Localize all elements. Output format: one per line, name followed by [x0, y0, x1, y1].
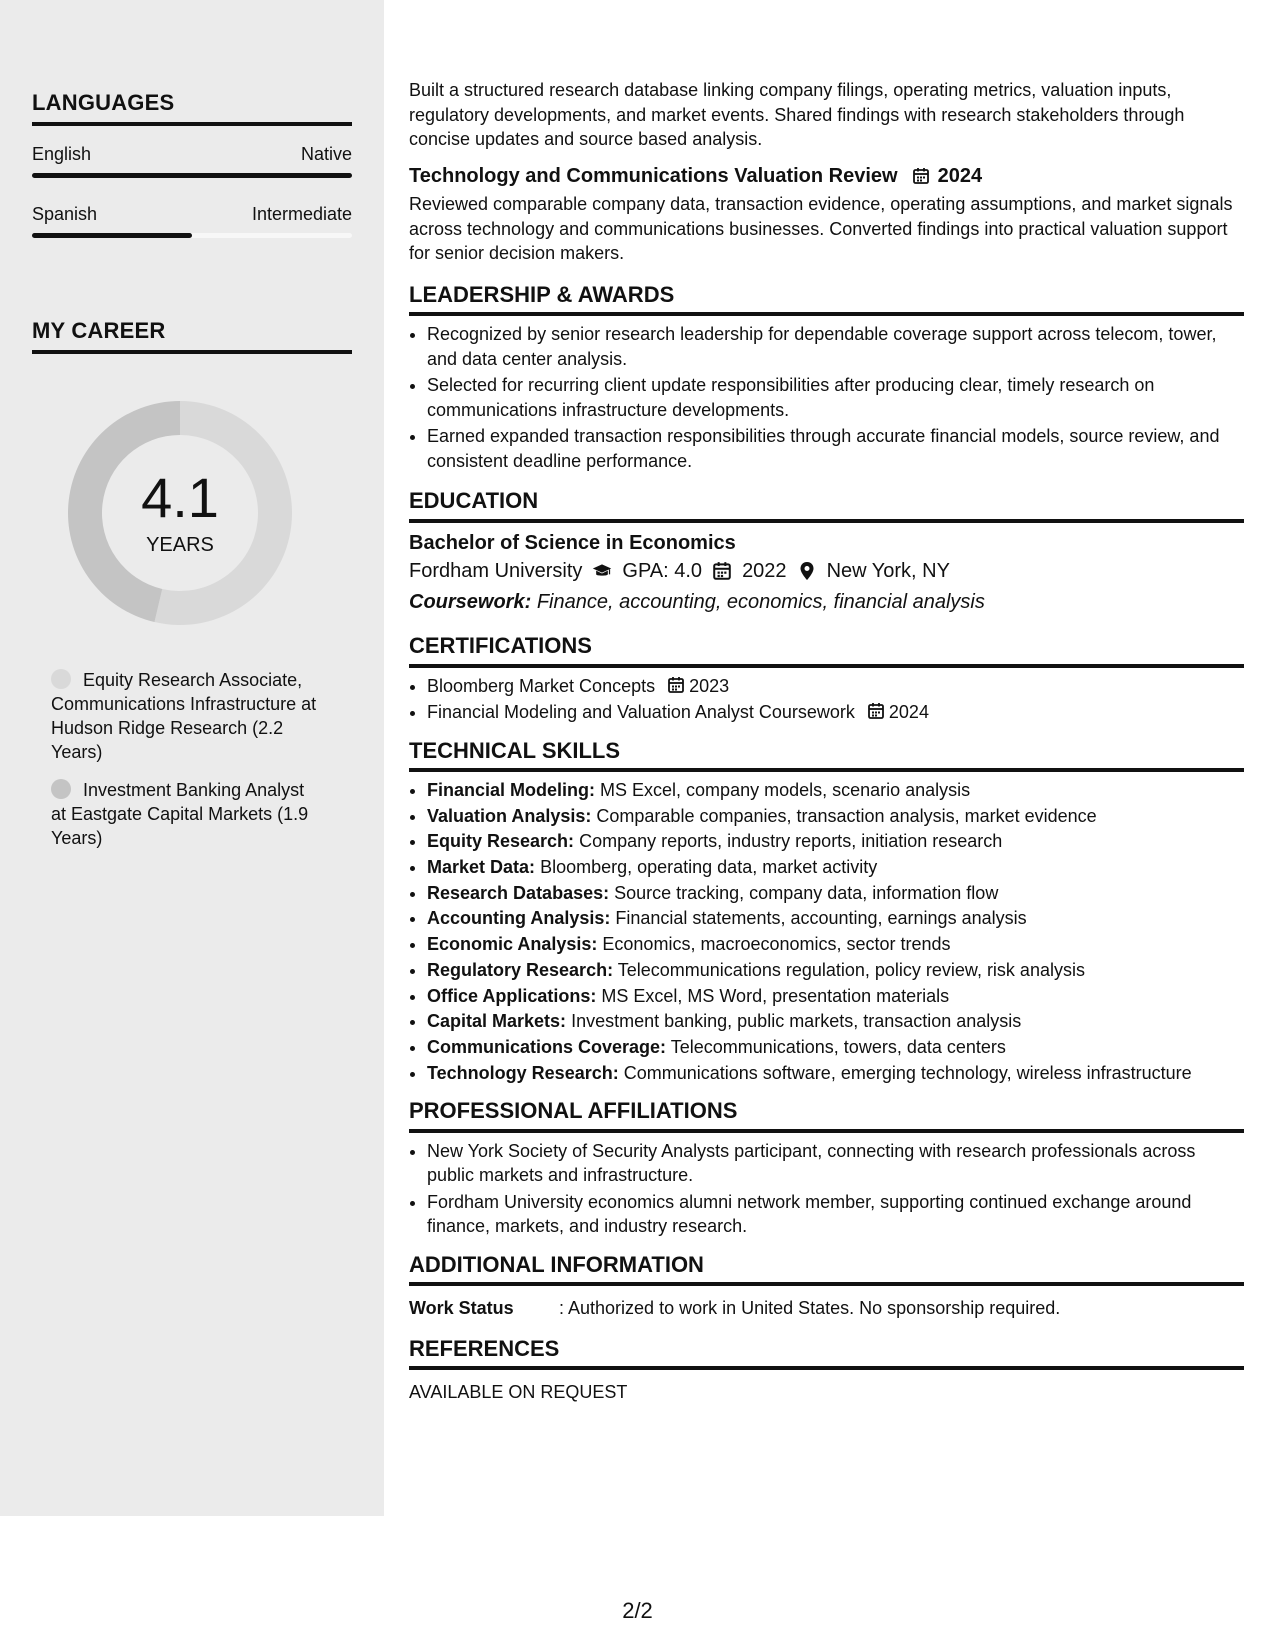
language-name: English: [32, 144, 92, 164]
page-number: 2/2: [622, 1598, 653, 1623]
skill-value: Financial statements, accounting, earnings analysis: [615, 908, 1027, 929]
certification-year: 2024: [888, 702, 929, 722]
skill-value: Investment banking, public markets, transaction analysis: [571, 1011, 1022, 1032]
references-heading: REFERENCES: [409, 1337, 1244, 1371]
skill-label: Economic Analysis:: [427, 934, 598, 955]
education-gpa: GPA: 4.0: [622, 560, 703, 582]
skill-item: [427, 932, 1244, 957]
language-proficiency-bar: [32, 173, 352, 178]
work-status-label: Work Status: [409, 1298, 514, 1319]
leadership-list: [409, 322, 1244, 473]
education-coursework: [409, 590, 1244, 615]
language-level: Native: [300, 144, 352, 164]
skills-heading: TECHNICAL SKILLS: [409, 739, 1244, 773]
education-heading: EDUCATION: [409, 489, 1244, 523]
education-location: New York, NY: [826, 560, 950, 582]
career-item: [51, 778, 321, 850]
skill-item: [427, 1061, 1244, 1086]
certifications-heading: CERTIFICATIONS: [409, 634, 1244, 668]
skill-label: Equity Research:: [427, 831, 575, 852]
skill-value: Telecommunications regulation, policy review, risk analysis: [617, 959, 1085, 980]
career-years-unit: YEARS: [146, 533, 214, 556]
skill-value: Company reports, industry reports, initiation research: [579, 831, 1003, 852]
references-text: AVAILABLE ON REQUEST: [409, 1382, 628, 1403]
skill-label: Regulatory Research:: [427, 959, 614, 980]
skill-label: Financial Modeling:: [427, 780, 596, 800]
affiliation-item: • Fordham University economics alumni network member, supporting continued exchange around finance, markets, and industry research.: [427, 1190, 1244, 1239]
skill-item: [427, 881, 1244, 906]
affiliations-heading: PROFESSIONAL AFFILIATIONS: [409, 1099, 1244, 1133]
coursework-label: Coursework:: [409, 590, 532, 613]
language-item: [32, 144, 352, 178]
career-heading: MY CAREER: [32, 318, 352, 354]
affiliation-item: • New York Society of Security Analysts participant, connecting with research professionals across public markets and infrastructure.: [427, 1139, 1244, 1188]
skill-value: Economics, macroeconomics, sector trends: [602, 934, 951, 955]
skill-label: Research Databases:: [427, 882, 610, 903]
work-status-value: : Authorized to work in United States. No sponsorship required.: [559, 1298, 1061, 1319]
skills-list: [409, 778, 1244, 1085]
skill-item: [427, 1035, 1244, 1060]
project-intro: Built a structured research database linking company filings, operating metrics, valuation inputs, regulatory developments, and market events. Shared findings with research stakeholders through concise updates and source based analysis.: [409, 80, 1185, 149]
location-pin-icon: [797, 561, 817, 581]
language-proficiency-bar: [32, 233, 352, 238]
career-item-text: Investment Banking Analyst at Eastgate Capital Markets (1.9 Years): [51, 780, 309, 848]
career-donut: [65, 398, 295, 628]
skill-item: [427, 829, 1244, 854]
project-description: Reviewed comparable company data, transaction evidence, operating assumptions, and market signals across technology and communications businesses. Converted findings into practical valuation support for senior decision makers.: [409, 194, 1233, 263]
certification-item: [427, 674, 1244, 699]
skill-value: MS Excel, company models, scenario analysis: [600, 780, 971, 800]
main-content: [409, 78, 1244, 1405]
skill-value: Telecommunications, towers, data centers: [670, 1036, 1006, 1057]
leadership-item: • Selected for recurring client update responsibilities after producing clear, timely research on communications infrastructure developments.: [427, 373, 1244, 422]
work-status-row: [409, 1296, 1244, 1321]
project-title: Technology and Communications Valuation Review: [409, 164, 898, 187]
career-total-years: 4.1: [141, 465, 219, 529]
languages-list: [32, 144, 352, 238]
career-item: [51, 668, 321, 764]
language-row: [32, 204, 352, 225]
additional-heading: ADDITIONAL INFORMATION: [409, 1253, 1244, 1287]
certification-item: [427, 700, 1244, 725]
certification-year: 2023: [689, 675, 730, 696]
language-row: [32, 144, 352, 165]
career-legend-dot: [51, 779, 71, 799]
education-details: [409, 559, 1244, 584]
skill-value: Comparable companies, transaction analysis, market evidence: [596, 805, 1097, 826]
language-proficiency-fill: [32, 233, 192, 238]
skill-value: Bloomberg, operating data, market activity: [540, 857, 878, 878]
career-section: [32, 318, 352, 864]
calendar-icon: [912, 167, 930, 185]
skill-label: Accounting Analysis:: [427, 908, 611, 929]
skill-value: Communications software, emerging technology, wireless infrastructure: [623, 1062, 1192, 1083]
education-degree: Bachelor of Science in Economics: [409, 531, 736, 554]
coursework-value: Finance, accounting, economics, financial analysis: [536, 590, 985, 613]
certification-name: Financial Modeling and Valuation Analyst Coursework: [427, 702, 855, 722]
skill-label: Capital Markets:: [427, 1011, 567, 1032]
skill-item: [427, 855, 1244, 880]
skill-item: [427, 778, 1244, 803]
language-level: Intermediate: [251, 204, 352, 224]
graduation-cap-icon: [592, 561, 612, 581]
skill-label: Office Applications:: [427, 985, 597, 1006]
languages-section: [32, 90, 352, 238]
career-item-text: Equity Research Associate, Communications Infrastructure at Hudson Ridge Research (2.2 Years): [51, 670, 317, 762]
project-title-row: [409, 164, 1244, 189]
certifications-list: [409, 674, 1244, 725]
calendar-icon: [712, 561, 732, 581]
career-legend-dot: [51, 669, 71, 689]
skill-label: Communications Coverage:: [427, 1036, 667, 1057]
skill-label: Valuation Analysis:: [427, 805, 592, 826]
skill-item: [427, 958, 1244, 983]
education-school: Fordham University: [409, 560, 583, 582]
career-list: [32, 668, 352, 850]
sidebar: [0, 0, 384, 1516]
calendar-icon: [667, 676, 685, 694]
language-item: [32, 204, 352, 238]
languages-heading: LANGUAGES: [32, 90, 352, 126]
skill-item: [427, 984, 1244, 1009]
education-year: 2022: [742, 560, 787, 582]
language-name: Spanish: [32, 204, 98, 224]
leadership-heading: LEADERSHIP & AWARDS: [409, 283, 1244, 317]
affiliations-list: [409, 1139, 1244, 1239]
leadership-item: • Recognized by senior research leadership for dependable coverage support across telecom, tower, and data center analysis.: [427, 322, 1244, 371]
leadership-item: • Earned expanded transaction responsibilities through accurate financial models, source review, and consistent deadline performance.: [427, 424, 1244, 473]
language-proficiency-fill: [32, 173, 352, 178]
skill-item: [427, 1009, 1244, 1034]
skill-value: MS Excel, MS Word, presentation materials: [601, 985, 950, 1006]
skill-item: [427, 906, 1244, 931]
skill-label: Technology Research:: [427, 1062, 619, 1083]
donut-center: [65, 398, 295, 628]
project-year: 2024: [937, 164, 983, 187]
skill-label: Market Data:: [427, 857, 536, 878]
calendar-icon: [867, 702, 885, 720]
certification-name: Bloomberg Market Concepts: [427, 675, 656, 696]
skill-value: Source tracking, company data, information flow: [614, 882, 999, 903]
skill-item: [427, 804, 1244, 829]
